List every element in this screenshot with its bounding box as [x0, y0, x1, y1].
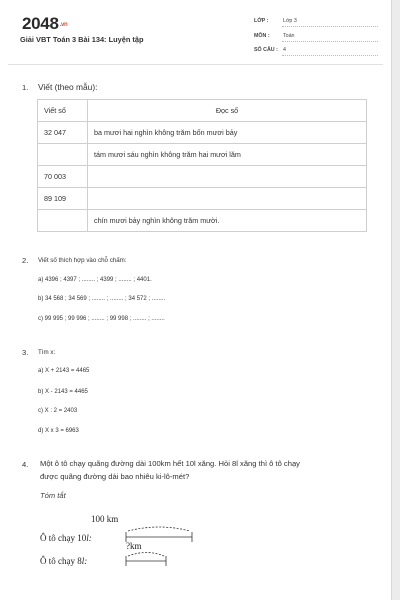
car-8l-text: Ô tô chạy 8 — [40, 556, 82, 566]
segment-8l — [126, 553, 166, 567]
table-cell — [38, 210, 88, 232]
summary-title: Tóm tắt — [40, 491, 66, 500]
car-8l-unit: l: — [81, 556, 88, 566]
question-1-number: 1. — [22, 83, 29, 92]
table-row — [38, 166, 367, 188]
logo-sub-text: .vn — [59, 21, 68, 28]
meta-divider — [282, 26, 378, 27]
table-cell: 70 003 — [38, 166, 88, 188]
car-8l-label — [40, 556, 87, 566]
table-cell: 32 047 — [38, 122, 88, 144]
table-row — [38, 188, 367, 210]
question-3-item-a: a) X + 2143 = 4465 — [38, 368, 90, 374]
document-title: Giải VBT Toán 3 Bài 134: Luyện tập — [20, 35, 144, 44]
question-3-text: Tìm x: — [38, 349, 56, 356]
question-3-item-c: c) X : 2 = 2403 — [38, 408, 78, 414]
table-row — [38, 210, 367, 232]
question-4-number: 4. — [22, 460, 29, 469]
meta-divider — [282, 55, 378, 56]
segment-10l — [126, 527, 192, 542]
header-divider — [8, 64, 383, 65]
meta-label-class: LỚP : — [254, 18, 269, 24]
table-cell: 89 109 — [38, 188, 88, 210]
question-4-line-1: Một ô tô chạy quãng đường dài 100km hết 10l xăng. Hỏi 8l xăng thì ô tô chạy — [40, 459, 300, 468]
question-2-item-b: b) 34 568 ; 34 569 ; ........ ; ........ ; 34 572 ; ........ — [38, 296, 166, 302]
car-10l-text: Ô tô chạy 10 — [40, 533, 87, 543]
question-2-text: Viết số thích hợp vào chỗ chấm: — [38, 257, 127, 264]
table-header-row — [38, 100, 367, 122]
meta-label-subject: MÔN : — [254, 33, 270, 39]
car-10l-label — [40, 533, 92, 543]
meta-label-question-count: SỐ CÂU : — [254, 47, 278, 53]
column-header-read-number: Đọc số — [88, 100, 367, 122]
table-cell: chín mươi bảy nghìn không trăm mười. — [88, 210, 367, 232]
logo-main-text: 2048 — [22, 14, 59, 33]
meta-value-subject: Toán — [283, 33, 295, 39]
write-number-table — [37, 99, 367, 232]
distance-label-100km: 100 km — [91, 514, 119, 524]
table-row — [38, 122, 367, 144]
question-3-number: 3. — [22, 348, 29, 357]
site-logo[interactable] — [22, 14, 67, 34]
meta-value-question-count: 4 — [283, 47, 286, 53]
table-row — [38, 144, 367, 166]
table-cell — [88, 166, 367, 188]
question-2-item-c: c) 99 995 ; 99 996 ; ........ ; 99 998 ; ........ ; ........ — [38, 316, 165, 322]
table-cell — [88, 188, 367, 210]
car-10l-unit: l: — [86, 533, 92, 543]
table-cell: ba mươi hai nghìn không trăm bốn mươi bảy — [88, 122, 367, 144]
meta-value-class: Lớp 3 — [283, 18, 297, 24]
meta-divider — [282, 41, 378, 42]
question-2-number: 2. — [22, 256, 29, 265]
question-4-line-2: được quãng đường dài bao nhiêu ki-lô-mét? — [40, 472, 190, 481]
table-cell: tám mươi sáu nghìn không trăm hai mươi lăm — [88, 144, 367, 166]
distance-label-unknown: ?km — [126, 541, 142, 551]
question-2-item-a: a) 4396 ; 4397 ; ........ ; 4399 ; ........ ; 4401. — [38, 277, 152, 283]
column-header-write-number: Viết số — [38, 100, 88, 122]
question-1-text: Viết (theo mẫu): — [38, 82, 98, 92]
question-3-item-d: d) X x 3 = 6963 — [38, 428, 79, 434]
table-cell — [38, 144, 88, 166]
question-3-item-b: b) X - 2143 = 4465 — [38, 389, 88, 395]
